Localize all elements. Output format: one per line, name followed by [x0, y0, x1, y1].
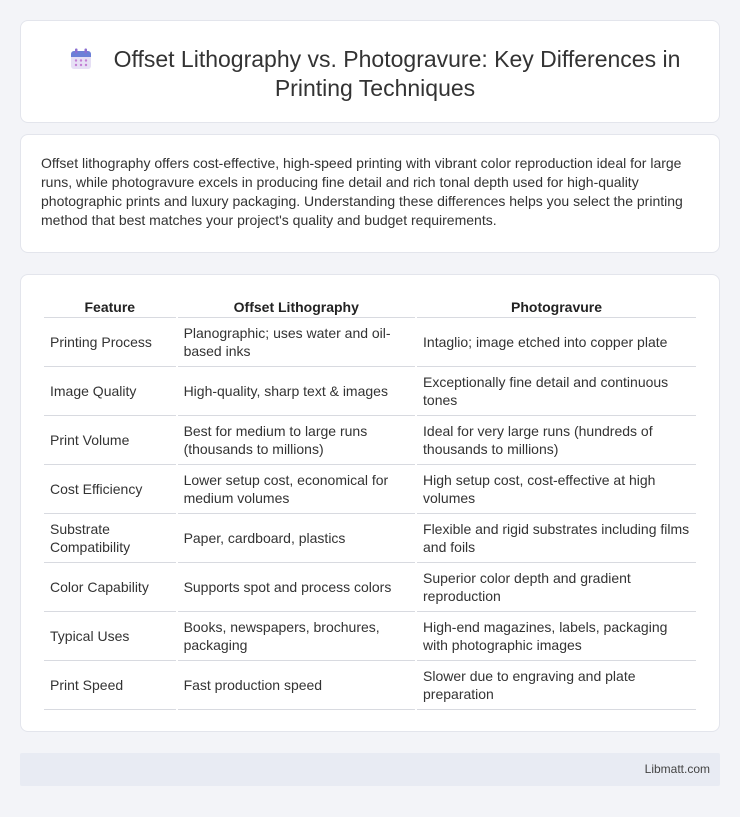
feature-cell: Print Speed	[44, 661, 176, 710]
feature-cell: Substrate Compatibility	[44, 514, 176, 563]
photogravure-cell: Flexible and rigid substrates including films and foils	[417, 514, 696, 563]
photogravure-cell: Superior color depth and gradient reproduction	[417, 563, 696, 612]
offset-cell: High-quality, sharp text & images	[178, 367, 415, 416]
page-header	[51, 45, 699, 103]
photogravure-cell: High setup cost, cost-effective at high volumes	[417, 465, 696, 514]
photogravure-cell: High-end magazines, labels, packaging with photographic images	[417, 612, 696, 661]
intro-card	[20, 134, 720, 253]
comparison-card	[20, 274, 720, 732]
offset-cell: Fast production speed	[178, 661, 415, 710]
table-row	[44, 465, 696, 514]
offset-cell: Planographic; uses water and oil-based inks	[178, 318, 415, 367]
table-row	[44, 514, 696, 563]
page-title: Offset Lithography vs. Photogravure: Key Differences in Printing Techniques	[113, 46, 681, 101]
calendar-icon	[70, 48, 92, 70]
feature-cell: Typical Uses	[44, 612, 176, 661]
footer-site-link[interactable]: Libmatt.com	[644, 762, 710, 776]
table-row	[44, 563, 696, 612]
table-row	[44, 416, 696, 465]
photogravure-cell: Slower due to engraving and plate preparation	[417, 661, 696, 710]
feature-cell: Printing Process	[44, 318, 176, 367]
offset-cell: Best for medium to large runs (thousands to millions)	[178, 416, 415, 465]
photogravure-cell: Exceptionally fine detail and continuous tones	[417, 367, 696, 416]
feature-cell: Image Quality	[44, 367, 176, 416]
header-photogravure: Photogravure	[417, 293, 696, 318]
offset-cell: Books, newspapers, brochures, packaging	[178, 612, 415, 661]
offset-cell: Supports spot and process colors	[178, 563, 415, 612]
table-row	[44, 612, 696, 661]
intro-paragraph: Offset lithography offers cost-effective, high-speed printing with vibrant color reproduction ideal for large runs, while photogravure excels in producing fine detail and rich tonal depth used for high-quality photographic prints and luxury packaging. Understanding these differences helps you select the printing method that best matches your project's quality and budget requirements.	[41, 155, 683, 228]
table-row	[44, 318, 696, 367]
photogravure-cell: Ideal for very large runs (hundreds of thousands to millions)	[417, 416, 696, 465]
offset-cell: Paper, cardboard, plastics	[178, 514, 415, 563]
feature-cell: Color Capability	[44, 563, 176, 612]
header-feature: Feature	[44, 293, 176, 318]
table-row	[44, 661, 696, 710]
table-header-row	[44, 293, 696, 318]
photogravure-cell: Intaglio; image etched into copper plate	[417, 318, 696, 367]
feature-cell: Cost Efficiency	[44, 465, 176, 514]
comparison-table	[42, 293, 698, 710]
table-row	[44, 367, 696, 416]
offset-cell: Lower setup cost, economical for medium volumes	[178, 465, 415, 514]
footer-bar	[20, 753, 720, 786]
feature-cell: Print Volume	[44, 416, 176, 465]
title-card	[20, 20, 720, 123]
header-offset-lithography: Offset Lithography	[178, 293, 415, 318]
